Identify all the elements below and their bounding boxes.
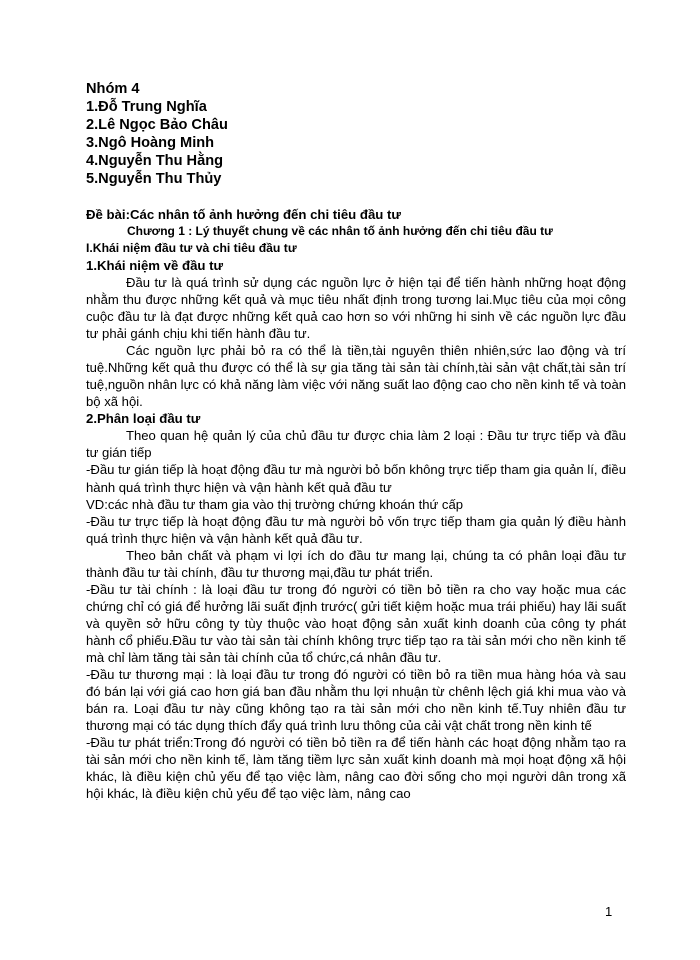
member-3: 3.Ngô Hoàng Minh [86,135,215,151]
paragraph: -Đầu tư thương mại : là loại đầu tư trong đó người có tiền bỏ ra tiền mua hàng hóa và sau đó bán lại với giá cao hơn giá ban đầu nhằm thu lợi nhuận từ chênh lệch giá khi mua vào và bán ra. Loại đầu tư này cũng không tạo ra tài sản mới cho nền kinh tế.Tuy nhiên đầu tư thương mại có tác dụng thích đẩy quá trình lưu thông của cải vật chất trong nền kinh tế [86,667,626,734]
paragraph: -Đầu tư trực tiếp là hoạt động đầu tư mà người bỏ vốn trực tiếp tham gia quản lý điều hành quá trình thực hiện và vận hành kết quả đầu tư. [86,513,626,546]
member-2: 2.Lê Ngọc Bảo Châu [86,117,228,133]
document-body [86,80,626,802]
subsection-heading-2: 2.Phân loại đầu tư [86,411,201,427]
paragraph: -Đầu tư tài chính : là loại đầu tư trong đó người có tiền bỏ tiền ra cho vay hoặc mua các chứng chỉ có giá để hưởng lãi suất định trước( gửi tiết kiệm hoặc mua trái phiếu) hay lãi suất và quyền sở hữu công ty tùy thuộc vào hoạt động sản xuất kinh doanh của công ty phát hành cổ phiếu.Đầu tư vào tài sản tài chính không trực tiếp tạo ra tài sản mới cho nền kinh tế mà chỉ làm tăng tài sản tài chính của tổ chức,cá nhân đầu tư. [86,581,626,665]
topic-heading: Đề bài:Các nhân tố ảnh hưởng đến chi tiêu đầu tư [86,207,401,222]
subsection-heading-1: 1.Khái niệm về đầu tư [86,258,224,273]
chapter-heading: Chương 1 : Lý thuyết chung về các nhân tố ảnh hưởng đến chi tiêu đầu tư [127,224,553,238]
member-4: 4.Nguyễn Thu Hằng [86,153,224,169]
page-number: 1 [605,904,613,919]
paragraph: Các nguồn lực phải bỏ ra có thể là tiền,tài nguyên thiên nhiên,sức lao động và trí tuệ.Những kết quả thu được có thể là sự gia tăng tài sản tài chính,tài sản vật chất,tài sản trí tuệ,nguồn nhân lực có khả năng làm việc với năng suất lao động cao cho nền kinh tế và toàn bộ xã hội. [86,343,627,410]
paragraph: Theo quan hệ quản lý của chủ đầu tư được chia làm 2 loại : Đầu tư trực tiếp và đầu tư gián tiếp [86,428,626,461]
group-title: Nhóm 4 [86,81,140,97]
paragraph: VD:các nhà đầu tư tham gia vào thị trường chứng khoán thứ cấp [86,496,464,512]
member-5: 5.Nguyễn Thu Thủy [86,171,222,187]
paragraph: -Đầu tư gián tiếp là hoạt động đầu tư mà người bỏ bốn không trực tiếp tham gia quản lí, điều hành quá trình thực hiện và vận hành kết quả đầu tư [86,462,626,495]
paragraph: -Đầu tư phát triển:Trong đó người có tiền bỏ tiền ra để tiến hành các hoạt động nhằm tạo ra tài sản mới cho nền kinh tế, làm tăng tiềm lực sản xuất kinh doanh mà mọi hoạt động xã hội khác, là điều kiện chủ yếu để tạo việc làm, nâng cao đời sống cho mọi người dân trong xã hội khác, là điều kiện chủ yếu để tạo việc làm, nâng cao [86,735,626,802]
member-1: 1.Đỗ Trung Nghĩa [86,99,207,115]
spacer [86,188,626,206]
paragraph: Theo bản chất và phạm vi lợi ích do đầu tư mang lại, chúng ta có phân loại đầu tư thành đầu tư tài chính, đầu tư thương mại,đầu tư phát triển. [86,547,626,580]
paragraph: Đầu tư là quá trình sử dụng các nguồn lực ở hiện tại để tiến hành những hoạt động nhằm thu được những kết quả và mục tiêu nhất định trong tương lai.Mục tiêu của mọi công cuộc đầu tư là đạt được những kết quả cao hơn so với những hi sinh về các nguồn lực đầu tư phải gánh chịu khi tiến hành đầu tư. [86,275,626,342]
section-heading: I.Khái niệm đầu tư và chi tiêu đầu tư [86,241,297,255]
